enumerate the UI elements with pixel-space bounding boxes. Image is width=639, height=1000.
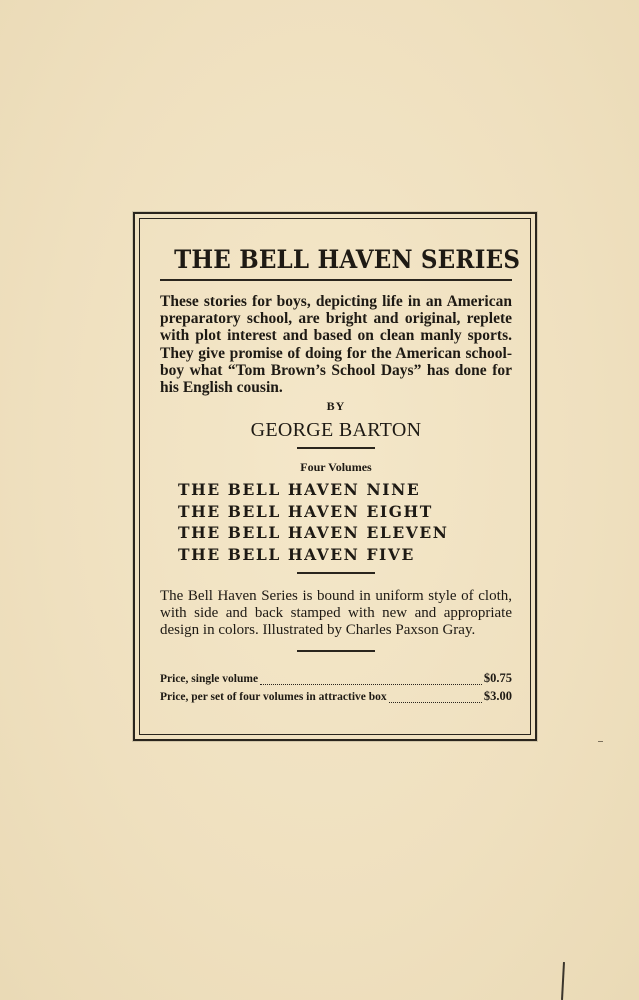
volume-item-eight: THE BELL HAVEN EIGHT xyxy=(178,501,433,521)
by-label: BY xyxy=(326,399,346,414)
price-value: $0.75 xyxy=(483,671,512,686)
price-label: Price, per set of four volumes in attractive box xyxy=(160,691,387,704)
title-underline xyxy=(160,279,512,281)
series-title: THE BELL HAVEN SERIES xyxy=(174,245,521,274)
binding-description: The Bell Haven Series is bound in uniform style of cloth, with side and back stamped with new and appropriate design in colors. Illustrated by Charles Paxson Gray. xyxy=(160,588,512,639)
binding-divider xyxy=(297,650,375,652)
advertisement-frame xyxy=(133,212,537,741)
author-divider xyxy=(297,447,375,449)
series-description: These stories for boys, depicting life in an American preparatory school, are bright and original, replete with plot interest and based on clean manly sports. They give promise of doing for the American school-boy what “Tom Brown’s School Days” has done for his English cousin. xyxy=(160,293,512,397)
volume-item-nine: THE BELL HAVEN NINE xyxy=(178,480,421,500)
dot-leader xyxy=(389,701,482,703)
volumes-label: Four Volumes xyxy=(300,460,372,475)
price-value: $3.00 xyxy=(483,689,512,704)
volume-item-eleven: THE BELL HAVEN ELEVEN xyxy=(178,523,449,543)
volume-list xyxy=(160,479,512,565)
dot-leader xyxy=(260,683,482,685)
price-list xyxy=(160,670,512,706)
author-name: GEORGE BARTON xyxy=(250,419,422,442)
advertisement-inner-border xyxy=(139,218,531,735)
page-edge-mark xyxy=(561,962,565,1000)
price-label: Price, single volume xyxy=(160,673,259,686)
volumes-divider xyxy=(297,572,375,574)
volume-item-five: THE BELL HAVEN FIVE xyxy=(178,544,415,564)
price-row-set xyxy=(160,688,512,706)
margin-mark xyxy=(598,741,603,742)
price-row-single xyxy=(160,670,512,688)
